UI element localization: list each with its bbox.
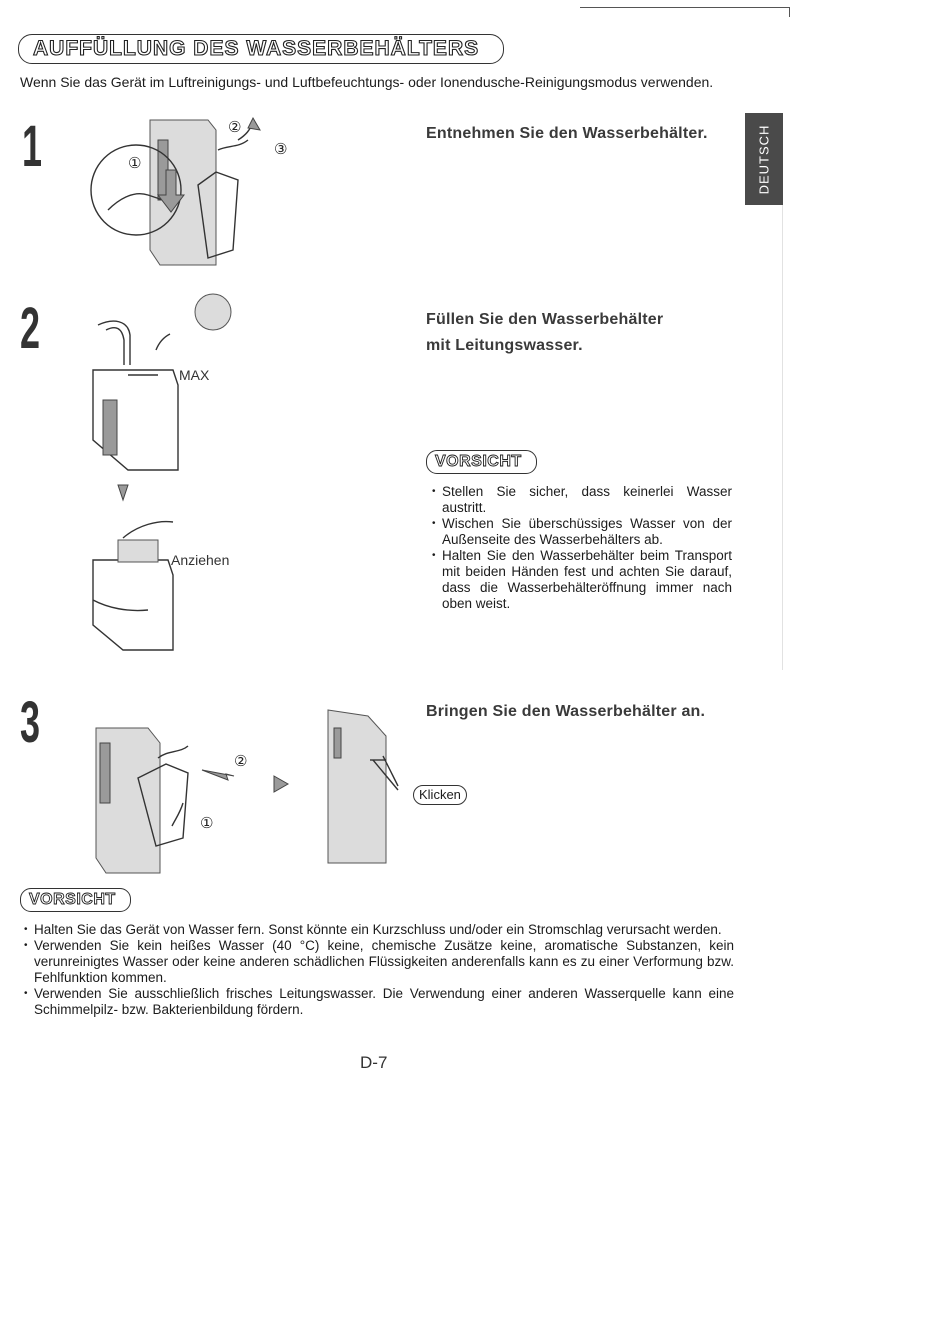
step-2-caution-list (432, 484, 732, 612)
bottom-caution-badge: VORSICHT (20, 888, 131, 912)
left-arrow-icon (202, 770, 234, 780)
label-max: MAX (179, 367, 210, 383)
bottom-caution-item: • Verwenden Sie kein heißes Wasser (40 °C) keine, chemische Zusätze keine, aromatische Substanzen, kein verunreinigtes Wasser oder keine anderen schädlichen Flüssigkeiten anderenfalls kann es zu einer Verformung bzw. Fehlfunktion kommen. (24, 938, 734, 986)
tank-window-shape (103, 400, 117, 455)
intro-text: Wenn Sie das Gerät im Luftreinigungs- und Luftbefeuchtungs- oder Ionendusche-Reinigungsmodus verwenden. (20, 74, 714, 90)
page-title: AUFFÜLLUNG DES WASSERBEHÄLTERS (18, 34, 504, 64)
step-3-marker-1: ① (200, 814, 214, 832)
arrowhead-icon (248, 118, 260, 130)
tank-cap-shape (118, 540, 158, 562)
top-rule (580, 7, 790, 8)
bottom-caution-item: • Verwenden Sie ausschließlich frisches Leitungswasser. Die Verwendung einer anderen Wasserquelle kann eine Schimmelpilz- bzw. Bakterienbildung fördern. (24, 986, 734, 1018)
step-1-marker-3: ③ (274, 140, 288, 158)
step-2-illustration (88, 290, 288, 680)
language-tab (745, 113, 783, 205)
cap-arrow-icon (156, 334, 170, 350)
step-3-number: 3 (20, 690, 41, 755)
page-number: D-7 (360, 1053, 388, 1072)
right-triangle-icon (274, 776, 288, 792)
language-tab-label: DEUTSCH (756, 124, 772, 194)
step-3-marker-2: ② (234, 752, 248, 770)
step-3-heading: Bringen Sie den Wasserbehälter an. (426, 703, 706, 720)
click-label: Klicken (419, 787, 461, 802)
unit-panel-shape (100, 743, 110, 803)
hand-shape (218, 140, 248, 150)
down-triangle-icon (118, 485, 128, 500)
step-2-number: 2 (20, 296, 41, 361)
step-1-marker-2: ② (228, 118, 242, 136)
label-tighten: Anziehen (171, 552, 230, 568)
step-2-caution-item: • Stellen Sie sicher, dass keinerlei Wasser austritt. (432, 484, 732, 516)
step-2-heading-line1: Füllen Sie den Wasserbehälter (426, 311, 664, 328)
bottom-caution-item: • Halten Sie das Gerät von Wasser fern. Sonst könnte ein Kurzschluss und/oder ein Stromschlag verursacht werden. (24, 922, 734, 938)
step-1-illustration (88, 100, 318, 275)
hand-shape (158, 746, 188, 758)
step-1-number: 1 (22, 114, 43, 179)
tap-inner-shape (106, 328, 124, 365)
top-rule-tick (789, 7, 790, 17)
page-edge (782, 200, 783, 670)
step-2-caution-item: • Wischen Sie überschüssiges Wasser von der Außenseite des Wasserbehälters ab. (432, 516, 732, 548)
step-2-caution-badge: VORSICHT (426, 450, 537, 474)
step-1-heading: Entnehmen Sie den Wasserbehälter. (426, 125, 708, 142)
cap-shape (195, 294, 231, 330)
step-2-heading-line2: mit Leitungswasser. (426, 337, 583, 354)
step-1-marker-1: ① (128, 154, 142, 172)
down-arrow-curve-icon (172, 803, 183, 826)
hand-bottom-shape (93, 600, 148, 611)
click-callout (413, 785, 467, 805)
step-2-caution-item: • Halten Sie den Wasserbehälter beim Transport mit beiden Händen fest und achten Sie darauf, dass die Wasserbehälteröffnung immer nach oben weist. (432, 548, 732, 612)
hand-top-shape (123, 522, 173, 538)
bottom-caution-list (24, 922, 734, 1018)
unit-panel-2-shape (334, 728, 341, 758)
